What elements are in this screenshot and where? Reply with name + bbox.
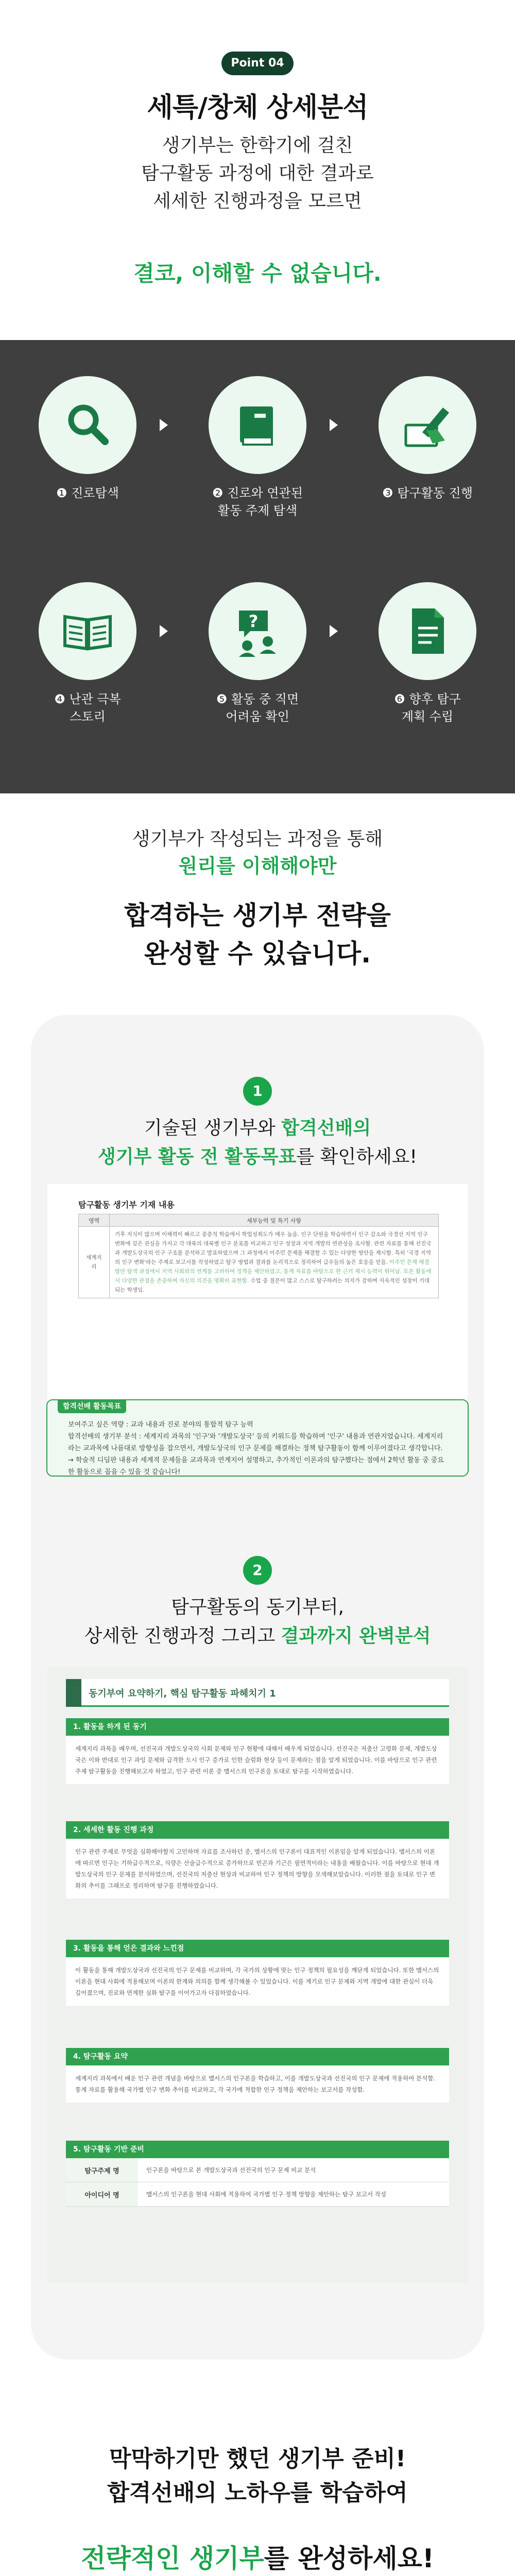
section-2-title: 탐구활동의 동기부터, 상세한 진행과정 그리고 결과까지 완벽분석 [84,1597,431,1647]
outro-cta: 전략적인 생기부를 완성하세요! [81,2544,434,2573]
step-label: ❻ 향후 탐구 계획 수립 [394,692,461,724]
analysis-table [66,2141,449,2207]
process-section [0,340,515,793]
table-header: 영역 [79,1214,110,1227]
section-number-1: 1 [243,1077,272,1106]
table-header: 세부능력 및 특기 사항 [110,1214,439,1227]
question-chat-icon [232,605,283,657]
document-icon [402,605,453,657]
goal-note [46,1399,469,1477]
block-body: 세계지리 과목을 배우며, 선진국과 개발도상국의 사회 문제와 인구 현황에 대해서 배우게 되었습니다. 선진국은 저출산 고령화 문제, 개발도상국은 이와 반대로 인구 과잉 문제와 급격한 도시 인구 증가로 인한 슬럼화 현상 등이 문제라는 점을 알게 되었습니다. 이를 바탕으로 인구 관련 주제 탐구활동을 진행해보고자 하였고, 인구 관련 이론 중 맬서스의 인구론을 토대로 탐구를 시작하였습니다. [66,1736,449,1784]
section-number-2: 2 [243,1556,272,1585]
intro-heading: 합격하는 생기부 전략을 완성할 수 있습니다. [124,901,391,969]
process-step-6 [366,582,489,725]
block-heading: 3. 활동을 통해 얻은 결과와 느낀점 [66,1940,449,1957]
step-label: ❹ 난관 극복 스토리 [54,692,121,724]
analysis-title-bar [66,1679,449,1707]
block-body: 이 활동을 통해 개발도상국과 선진국의 인구 문제를 비교하며, 각 국가의 상황에 맞는 인구 정책의 필요성을 깨닫게 되었습니다. 또한 맬서스의 이론을 현대 사회에 적용해보며 이론의 한계와 의의를 함께 생각해볼 수 있었습니다. 이를 계기로 인구 문제와 지역 개발에 대한 관심이 더욱 깊어졌으며, 진로와 연계한 심화 탐구를 이어가고자 다짐하였습니다. [66,1957,449,2006]
hero-section [0,0,515,340]
block-body: 인구 관련 주제로 무엇을 심화해야할지 고민하며 자료를 조사하던 중, 맬서스의 인구론이 대표적인 이론임을 알게 되었습니다. 맬서스의 이론에 따르면 인구는 기하급수적으로, 식량은 산술급수적으로 증가하므로 빈곤과 기근은 필연적이라는 내용을 배웠습니다. 이를 바탕으로 현대 개발도상국의 인구 문제를 분석하였으며, 선진국의 저출산 현상과 비교하여 인구 정책의 방향을 모색해보았습니다. 이러한 점을 토대로 인구 변화의 추이를 그래프로 정리하며 탐구를 진행하였습니다. [66,1839,449,1899]
title-accent [66,1679,81,1707]
intro-line: 생기부가 작성되는 과정을 통해 [132,828,383,850]
note-tag: 합격선배 활동목표 [58,1400,126,1413]
intro-emphasis: 원리를 이해해야만 [178,855,337,877]
process-step-1: ❶ 진로탐색 [26,376,149,502]
open-book-icon [62,605,113,657]
intro-section [0,793,515,1015]
record-heading: 탐구활동 생기부 기재 내용 [78,1200,175,1210]
record-table [78,1214,439,1298]
analysis-block [66,1821,449,1899]
row-key: 탐구주제 명 [66,2158,138,2182]
process-step-5 [196,582,319,725]
analysis-document [47,1667,468,2282]
block-heading: 2. 세세한 활동 진행 과정 [66,1821,449,1839]
row-key: 아이디어 명 [66,2182,138,2206]
table-field: 세계지리 [79,1227,110,1298]
block-heading: 4. 탐구활동 요약 [66,2048,449,2065]
arrow-icon [160,419,168,431]
point-badge: Point 04 [221,52,294,75]
process-step-3: ❸ 탐구활동 진행 [366,376,489,502]
page-title: 세특/창체 상세분석 [0,86,515,124]
arrow-icon [330,625,338,637]
table-row [79,1227,439,1298]
table-row [66,2158,449,2182]
row-value: 맬서스의 인구론을 현대 사회에 적용하여 국가별 인구 정책 방향을 제안하는 탐구 보고서 작성 [146,2191,387,2198]
book-icon [232,399,283,451]
table-cell: 기후 지식이 많으며 이해력이 빠르고 중층적 학습에서 학업성취도가 매우 높음. 인구 단원을 학습하면서 인구 감소와 국경선 지역 인구 변화에 깊은 관심을 가지고 각 대륙의 대륙별 인구 분포를 비교하고 인구 성장과 지역 개발의 연관성을 조사함. 관련 자료를 통해 선진국과 개발도상국의 인구 구조를 분석하고 발표하였으며 그 과정에서 이주민 문제를 해결할 수 있는 다양한 방안을 제시함. 특히 '국경 지역의 인구 변화'라는 주제로 보고서를 작성하였고 탐구 방법과 결과를 논리적으로 정리하여 급우들의 높은 호응을 얻음. 이주민 문제 해결 방안 탐색 과정에서 지역 사회와의 연계를 고려하여 정책을 제안하였고, 통계 자료를 바탕으로 한 근거 제시 능력이 뛰어남. 토론 활동에서 다양한 관점을 존중하며 자신의 의견을 명확히 표현함. 수업 중 질문이 많고 스스로 탐구하려는 의지가 강하며 지속적인 성장이 기대되는 학생임. [110,1227,439,1298]
step-label: ❷ 진로와 연관된 활동 주제 탐색 [212,486,303,518]
block-heading: 5. 탐구활동 기반 준비 [66,2141,449,2158]
search-icon [62,399,113,451]
arrow-icon [330,419,338,431]
analysis-title: 동기부여 요약하기, 핵심 탐구활동 파헤치기 1 [89,1688,276,1699]
hero-emphasis: 결코, 이해할 수 없습니다. [133,261,382,286]
row-value: 인구론을 바탕으로 본 개발도상국과 선진국의 인구 문제 비교 분석 [146,2166,316,2174]
section-1-title: 기술된 생기부와 합격선배의 생기부 활동 전 활동목표를 확인하세요! [98,1117,417,1167]
analysis-block [66,2048,449,2103]
step-label: ❺ 활동 중 직면 어려움 확인 [216,692,299,724]
arrow-icon [160,625,168,637]
analysis-block [66,1940,449,2006]
outro-lines: 막막하기만 했던 생기부 준비! 합격선배의 노하우를 학습하여 [107,2446,408,2506]
note-text: 보여주고 싶은 역량 : 교과 내용과 진로 분야의 통합적 탐구 능력 합격선배의 생기부 분석 : 세계지리 과목의 '인구'와 '개발도상국' 등의 키워드를 학습하며 '인구' 내용과 연관지었습니다. 세계지리라는 교과목에 나름대로 방향성을 잡으면서, 개발도상국의 인구 문제를 해결하는 정책 탐구활동이 함께 이루어졌다고 생각합니다. → 학술적 디딤판 내용과 세계적 문제들을 교과목과 연계지어 설명하고, 추가적인 이론과의 탐구했다는 점에서 2학년 활동 중 중요한 활동으로 꼽을 수 있을 것 같습니다! [68,1421,444,1476]
block-heading: 1. 활동을 하게 된 동기 [66,1718,449,1736]
hero-description: 생기부는 한학기에 걸친 탐구활동 과정에 대한 결과로 세세한 진행과정을 모르면 [141,135,374,212]
table-row [66,2182,449,2207]
block-body: 세계지리 과목에서 배운 인구 관련 개념을 바탕으로 맬서스의 인구론을 학습하고, 이를 개발도상국과 선진국의 인구 문제에 적용하여 분석함. 통계 자료를 활용해 국가별 인구 변화 추이를 비교하고, 각 국가에 적합한 인구 정책을 제안하는 보고서를 작성함. [66,2065,449,2103]
process-step-4 [26,582,149,725]
process-step-2 [196,376,319,519]
outro-section [0,2360,515,2576]
writing-hand-icon [402,399,453,451]
analysis-block [66,1718,449,1784]
svg-text:?: ? [248,612,259,631]
